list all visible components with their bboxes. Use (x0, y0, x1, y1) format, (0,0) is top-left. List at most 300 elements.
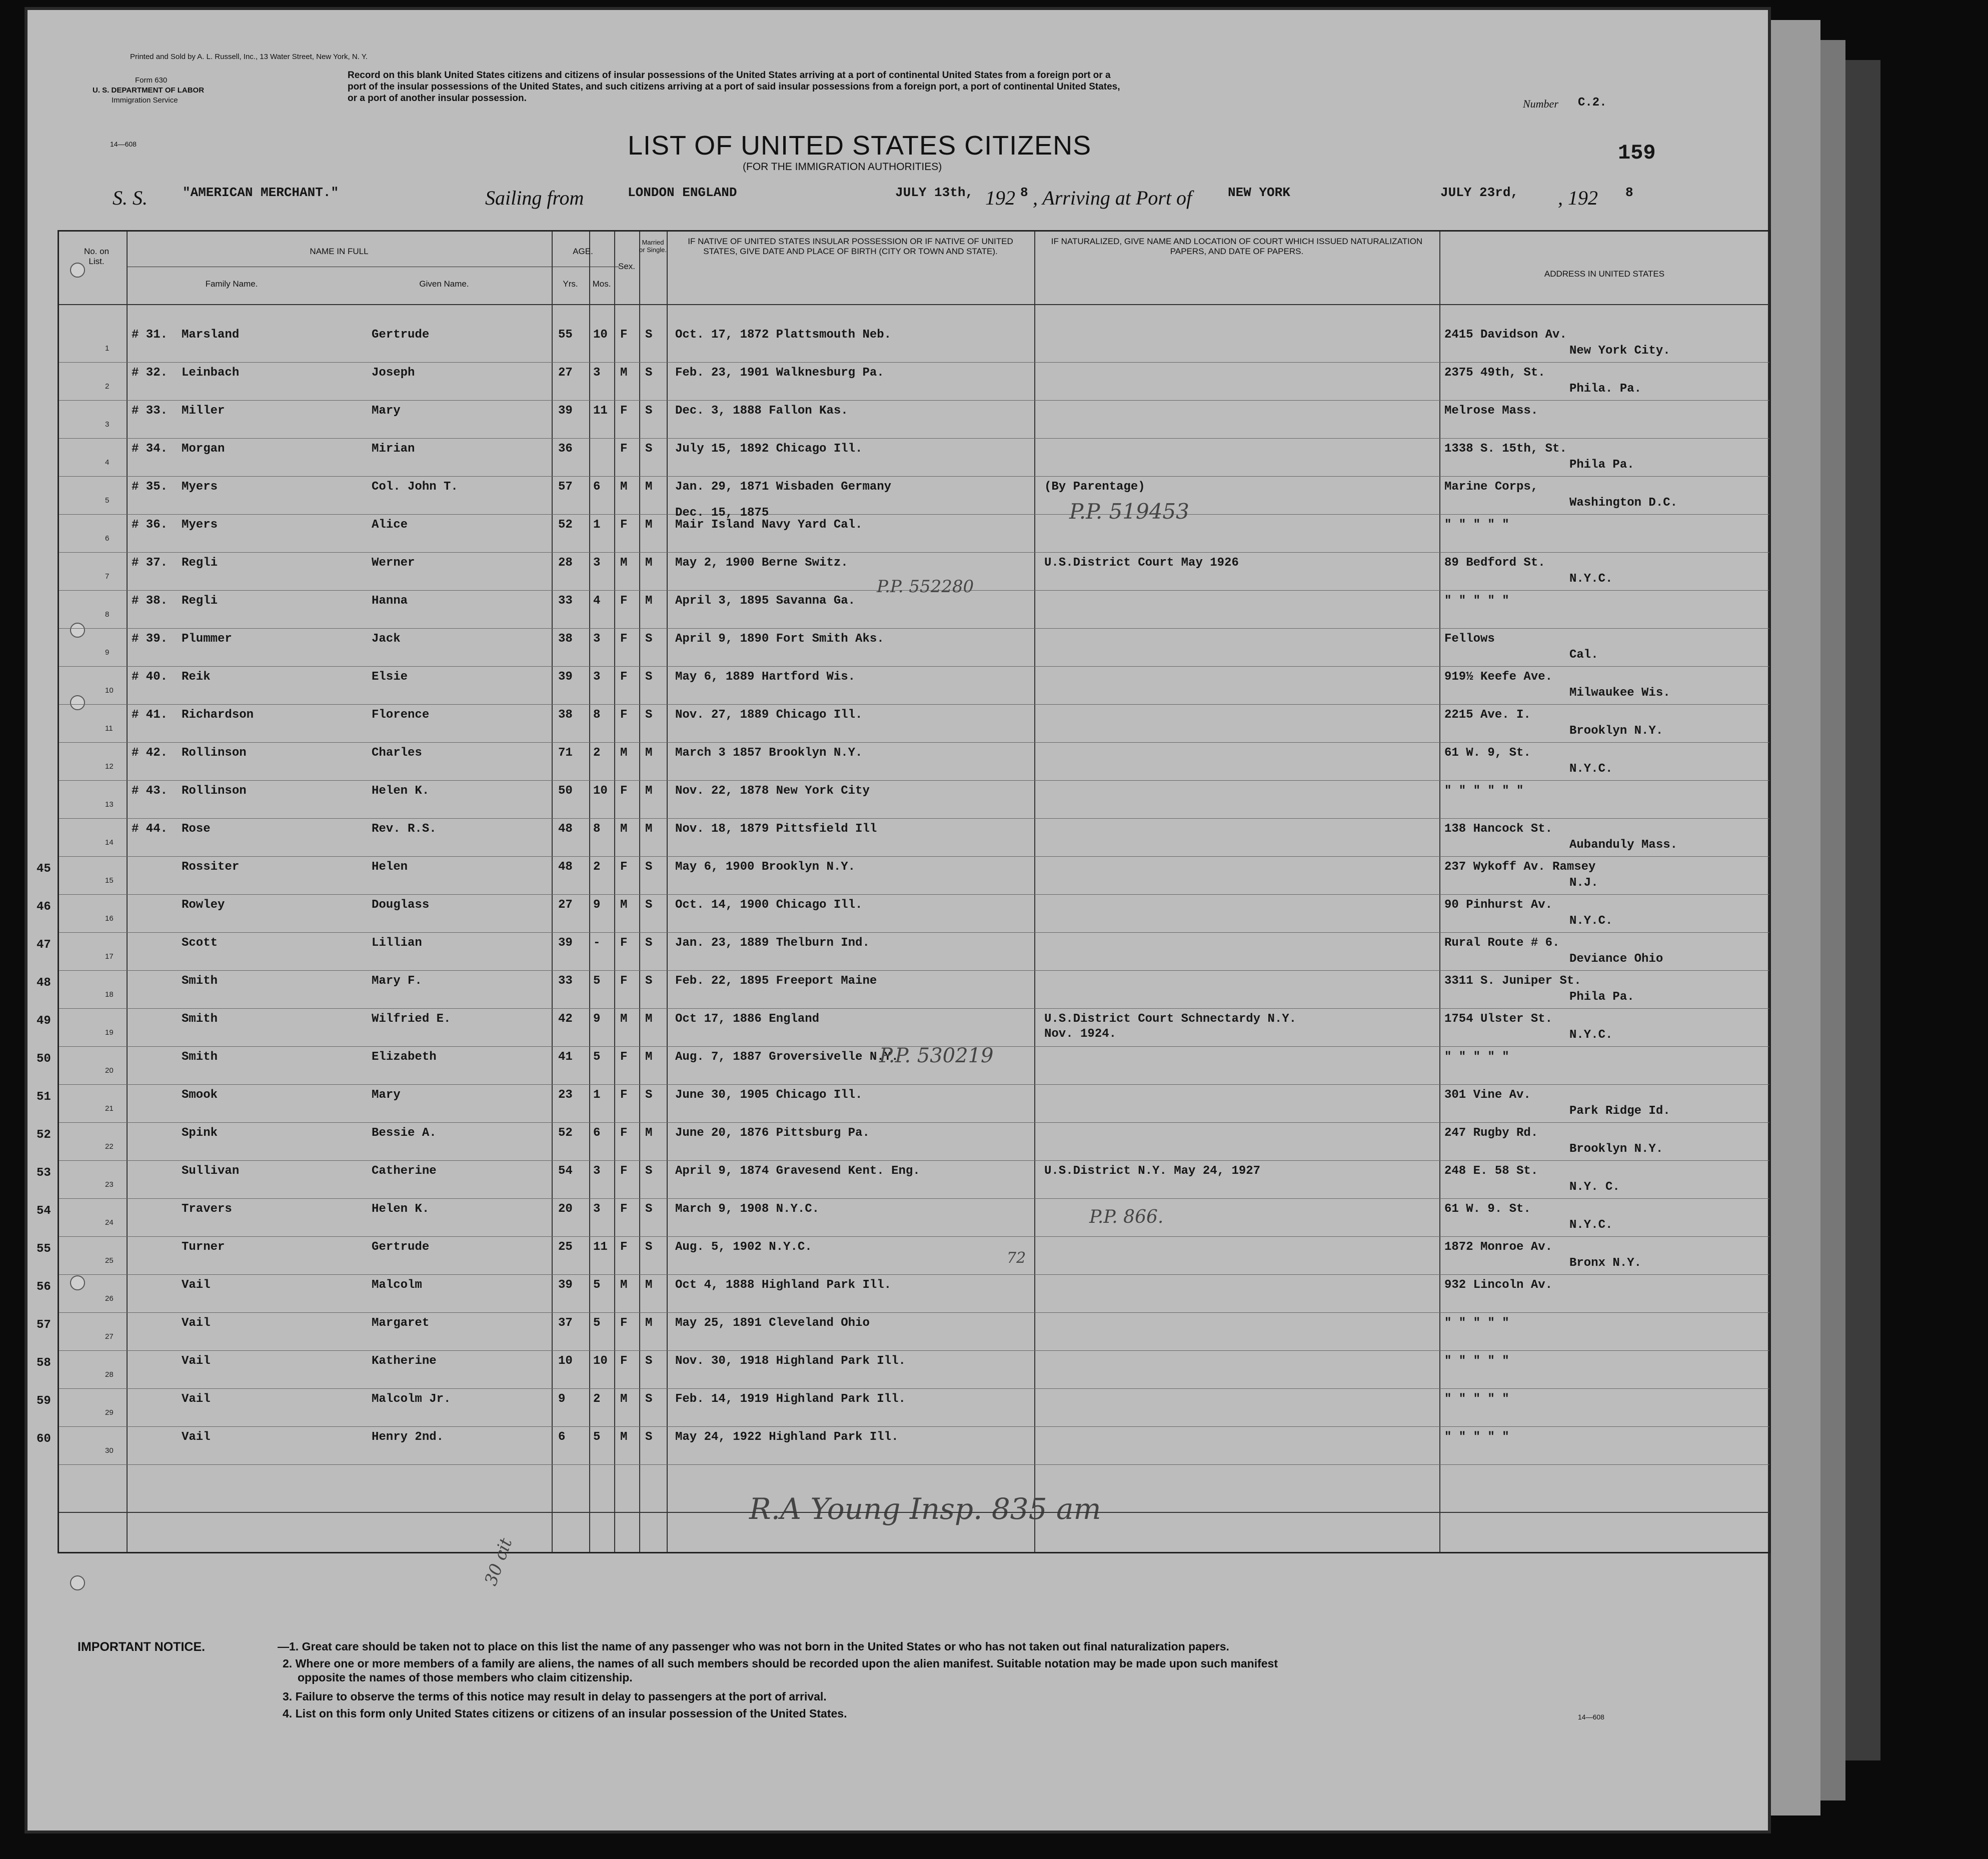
line-number: 14 (105, 838, 114, 847)
cell-given: Helen K. (372, 1202, 430, 1216)
cell-birth: Jan. 23, 1889 Thelburn Ind. (675, 936, 870, 950)
line-number: 3 (105, 420, 110, 429)
cell-mos: 11 (593, 1240, 608, 1254)
table-row (59, 476, 1769, 515)
cell-family: Regli (182, 594, 218, 608)
cell-given: Mirian (372, 442, 415, 456)
cell-yrs: 42 (558, 1012, 573, 1026)
cell-yrs: 38 (558, 708, 573, 722)
col-married: Married or Single. (639, 239, 667, 254)
cell-addr2: Park Ridge Id. (1569, 1104, 1670, 1118)
cell-given: Katherine (372, 1354, 437, 1368)
cell-outer: 47 (37, 938, 51, 952)
cell-mos: 5 (593, 974, 601, 988)
cell-mos: 9 (593, 1012, 601, 1026)
cell-no: # 41. (132, 708, 168, 722)
cell-birth: March 9, 1908 N.Y.C. (675, 1202, 820, 1216)
line-number: 15 (105, 876, 114, 885)
cell-yrs: 39 (558, 1278, 573, 1292)
cell-mos: 5 (593, 1050, 601, 1064)
cell-family: Marsland (182, 328, 240, 342)
cell-addr2: Bronx N.Y. (1569, 1256, 1642, 1270)
cell-given: Douglass (372, 898, 430, 912)
cell-family: Smith (182, 974, 218, 988)
cell-birth: Feb. 14, 1919 Highland Park Ill. (675, 1392, 906, 1406)
cell-family: Leinbach (182, 366, 240, 380)
cell-addr1: 919½ Keefe Ave. (1444, 670, 1553, 684)
cell-nat: U.S.District Court Schnectardy N.Y. (1044, 1012, 1297, 1026)
cell-addr1: 247 Rugby Rd. (1444, 1126, 1538, 1140)
cell-ms: S (645, 328, 653, 342)
cell-given: Charles (372, 746, 422, 760)
cell-given: Gertrude (372, 1240, 430, 1254)
page-number: 159 (1618, 141, 1656, 165)
table-row (59, 362, 1769, 401)
record-line-2: port of the insular possessions of the United States, and such citizens arriving at a port of said insular possessions from a foreign port, a port of continental United States, (348, 81, 1120, 92)
cell-family: Spink (182, 1126, 218, 1140)
cell-outer: 53 (37, 1166, 51, 1180)
col-given-name: Given Name. (419, 279, 469, 289)
cell-sex: F (620, 1240, 628, 1254)
table-row (37, 932, 1769, 971)
col-no-on-list: No. on List. (84, 247, 110, 266)
cell-yrs: 9 (558, 1392, 566, 1406)
number-value: C.2. (1578, 96, 1607, 110)
cell-ms: M (645, 1050, 653, 1064)
cell-mos: 10 (593, 1354, 608, 1368)
line-number: 26 (105, 1294, 114, 1303)
cell-addr1: 3311 S. Juniper St. (1444, 974, 1581, 988)
cell-mos: 10 (593, 328, 608, 342)
service: Immigration Service (112, 96, 178, 105)
cell-sex: F (620, 594, 628, 608)
notice-item-4: 4. List on this form only United States citizens or citizens of an insular possession of the United States. (283, 1707, 847, 1720)
notice-item-1: —1. Great care should be taken not to place on this list the name of any passenger who was not born in the United States or who has not taken out final naturalization papers. (278, 1640, 1229, 1653)
cell-sex: M (620, 898, 628, 912)
cell-addr1: 2215 Ave. I. (1444, 708, 1531, 722)
cell-addr2: N.Y.C. (1569, 914, 1613, 928)
line-number: 18 (105, 990, 114, 999)
cell-sex: F (620, 442, 628, 456)
cell-mos: 3 (593, 632, 601, 646)
cell-yrs: 39 (558, 670, 573, 684)
sailing-label: Sailing from (485, 187, 584, 209)
cell-addr2: Milwaukee Wis. (1569, 686, 1670, 700)
cell-family: Richardson (182, 708, 254, 722)
line-number: 7 (105, 572, 110, 581)
cell-birth: Oct. 17, 1872 Plattsmouth Neb. (675, 328, 892, 342)
form-code-left: 14—608 (110, 140, 137, 148)
line-number: 13 (105, 800, 114, 809)
cell-nat: U.S.District Court May 1926 (1044, 556, 1239, 570)
cell-addr2: N.Y.C. (1569, 1218, 1613, 1232)
cell-addr2: Phila Pa. (1569, 990, 1634, 1004)
line-number: 16 (105, 914, 114, 923)
cell-birth: June 20, 1876 Pittsburg Pa. (675, 1126, 870, 1140)
cell-mos: 2 (593, 746, 601, 760)
cell-birth: May 25, 1891 Cleveland Ohio (675, 1316, 870, 1330)
cell-outer: 50 (37, 1052, 51, 1066)
record-line-3: or a port of another insular possession. (348, 93, 527, 104)
cell-no: # 38. (132, 594, 168, 608)
cell-addr2: Brooklyn N.Y. (1569, 724, 1663, 738)
cell-mos: 3 (593, 366, 601, 380)
cell-addr1: 1754 Ulster St. (1444, 1012, 1553, 1026)
table-row (37, 1426, 1769, 1465)
cell-yrs: 10 (558, 1354, 573, 1368)
cell-family: Reik (182, 670, 211, 684)
cell-family: Plummer (182, 632, 232, 646)
cell-given: Werner (372, 556, 415, 570)
cell-birth: Aug. 7, 1887 Groversivelle N.Y. (675, 1050, 899, 1064)
cell-ms: S (645, 404, 653, 418)
number-label: Number (1523, 98, 1558, 110)
cell-family: Smith (182, 1012, 218, 1026)
cell-outer: 49 (37, 1014, 51, 1028)
cell-yrs: 23 (558, 1088, 573, 1102)
cell-family: Smook (182, 1088, 218, 1102)
cell-family: Vail (182, 1278, 211, 1292)
cell-sex: F (620, 708, 628, 722)
col-mos: Mos. (592, 279, 611, 289)
cell-ms: S (645, 974, 653, 988)
cell-given: Jack (372, 632, 401, 646)
cell-birth: April 9, 1874 Gravesend Kent. Eng. (675, 1164, 920, 1178)
cell-addr2: Deviance Ohio (1569, 952, 1663, 966)
handwritten-pp-35: P.P. 519453 (1069, 499, 1189, 524)
cell-ms: S (645, 1202, 653, 1216)
form-title: LIST OF UNITED STATES CITIZENS (628, 131, 1092, 161)
cell-yrs: 71 (558, 746, 573, 760)
line-number: 4 (105, 458, 110, 467)
cell-birth: May 6, 1889 Hartford Wis. (675, 670, 856, 684)
cell-birth: May 2, 1900 Berne Switz. (675, 556, 848, 570)
cell-addr2: N.Y.C. (1569, 572, 1613, 586)
cell-family: Sullivan (182, 1164, 240, 1178)
cell-outer: 59 (37, 1394, 51, 1408)
cell-sex: M (620, 1012, 628, 1026)
cell-ms: M (645, 556, 653, 570)
cell-no: # 40. (132, 670, 168, 684)
cell-sex: F (620, 518, 628, 532)
line-number: 1 (105, 344, 110, 353)
cell-addr1: Fellows (1444, 632, 1495, 646)
cell-ms: S (645, 898, 653, 912)
cell-no: # 44. (132, 822, 168, 836)
cell-ms: S (645, 1392, 653, 1406)
cell-birth: Dec. 3, 1888 Fallon Kas. (675, 404, 848, 418)
department: U. S. DEPARTMENT OF LABOR (93, 86, 205, 95)
cell-sex: F (620, 936, 628, 950)
cell-sex: F (620, 404, 628, 418)
cell-birth: Nov. 27, 1889 Chicago Ill. (675, 708, 863, 722)
cell-ms: S (645, 1164, 653, 1178)
cell-mos: 3 (593, 670, 601, 684)
cell-ms: S (645, 936, 653, 950)
cell-addr1: " " " " " (1444, 1392, 1509, 1406)
cell-birth: Feb. 22, 1895 Freeport Maine (675, 974, 877, 988)
cell-outer: 55 (37, 1242, 51, 1256)
cell-ms: M (645, 822, 653, 836)
col-name-in-full: NAME IN FULL (310, 247, 369, 256)
cell-ms: S (645, 1354, 653, 1368)
cell-mos: 5 (593, 1430, 601, 1444)
cell-addr1: 248 E. 58 St. (1444, 1164, 1538, 1178)
table-row (37, 970, 1769, 1009)
cell-family: Rollinson (182, 784, 247, 798)
cell-birth: Nov. 30, 1918 Highland Park Ill. (675, 1354, 906, 1368)
cell-addr1: " " " " " " (1444, 784, 1524, 798)
cell-addr1: 90 Pinhurst Av. (1444, 898, 1553, 912)
cell-yrs: 6 (558, 1430, 566, 1444)
cell-outer: 57 (37, 1318, 51, 1332)
table-row (37, 1350, 1769, 1389)
cell-birth: July 15, 1892 Chicago Ill. (675, 442, 863, 456)
form-code-right: 14—608 (1578, 1713, 1604, 1721)
line-number: 22 (105, 1142, 114, 1151)
cell-birth: June 30, 1905 Chicago Ill. (675, 1088, 863, 1102)
cell-no: # 34. (132, 442, 168, 456)
cell-given: Helen (372, 860, 408, 874)
table-row (59, 628, 1769, 667)
line-number: 8 (105, 610, 110, 619)
col-naturalized: IF NATURALIZED, GIVE NAME AND LOCATION OF COURT WHICH ISSUED NATURALIZATION PAPERS, AND DATE OF PAPERS. (1051, 237, 1423, 256)
cell-family: Rossiter (182, 860, 240, 874)
cell-given: Joseph (372, 366, 415, 380)
cell-mos: 1 (593, 1088, 601, 1102)
col-family-name: Family Name. (205, 279, 258, 289)
cell-given: Mary F. (372, 974, 422, 988)
cell-addr1: 301 Vine Av. (1444, 1088, 1531, 1102)
cell-given: Elizabeth (372, 1050, 437, 1064)
cell-yrs: 52 (558, 1126, 573, 1140)
cell-birth: Jan. 29, 1871 Wisbaden Germany (675, 480, 892, 494)
cell-family: Vail (182, 1316, 211, 1330)
line-number: 20 (105, 1066, 114, 1075)
notice-item-2a: 2. Where one or more members of a family are aliens, the names of all such members should be recorded upon the alien manifest. Suitable notation may be made upon such manifest (283, 1657, 1278, 1670)
line-number: 5 (105, 496, 110, 505)
col-age: AGE. (573, 247, 593, 256)
cell-addr1: Melrose Mass. (1444, 404, 1538, 418)
cell-family: Scott (182, 936, 218, 950)
cell-ms: S (645, 670, 653, 684)
cell-mos: 6 (593, 480, 601, 494)
cell-yrs: 54 (558, 1164, 573, 1178)
line-number: 29 (105, 1408, 114, 1417)
handwritten-count: 30 cit (481, 1535, 517, 1588)
cell-given: Wilfried E. (372, 1012, 451, 1026)
table-row (59, 742, 1769, 781)
cell-birth-line2: Dec. 15, 1875 (675, 506, 769, 520)
cell-mos: - (593, 936, 601, 950)
record-line-1: Record on this blank United States citizens and citizens of insular possessions of the United States arriving at a port of continental United States from a foreign port or a (348, 70, 1111, 81)
cell-yrs: 20 (558, 1202, 573, 1216)
cell-addr2: Phila Pa. (1569, 458, 1634, 472)
line-number: 6 (105, 534, 110, 543)
cell-sex: F (620, 1354, 628, 1368)
notice-item-3: 3. Failure to observe the terms of this notice may result in delay to passengers at the port of arrival. (283, 1690, 827, 1703)
cell-ms: S (645, 442, 653, 456)
cell-yrs: 38 (558, 632, 573, 646)
table-row (59, 666, 1769, 705)
table-row (37, 1312, 1769, 1351)
cell-addr1: " " " " " (1444, 1354, 1509, 1368)
cell-sex: F (620, 1050, 628, 1064)
cell-family: Rose (182, 822, 211, 836)
sailing-date: JULY 13th, (895, 185, 974, 200)
cell-family: Smith (182, 1050, 218, 1064)
cell-addr1: 932 Lincoln Av. (1444, 1278, 1553, 1292)
cell-outer: 60 (37, 1432, 51, 1446)
header-rule (59, 304, 1769, 305)
table-row (59, 780, 1769, 819)
cell-addr1: " " " " " (1444, 594, 1509, 608)
cell-mos: 6 (593, 1126, 601, 1140)
cell-addr2: N.Y. C. (1569, 1180, 1620, 1194)
cell-ms: M (645, 1012, 653, 1026)
cell-given: Malcolm (372, 1278, 422, 1292)
year-prefix-1: 192 (985, 187, 1015, 209)
cell-mos: 2 (593, 860, 601, 874)
cell-ms: M (645, 1316, 653, 1330)
line-number: 12 (105, 762, 114, 771)
notice-item-2b: opposite the names of those members who claim citizenship. (298, 1671, 633, 1684)
line-number: 27 (105, 1332, 114, 1341)
cell-addr1: 1338 S. 15th, St. (1444, 442, 1567, 456)
cell-birth: April 9, 1890 Fort Smith Aks. (675, 632, 884, 646)
cell-ms: M (645, 480, 653, 494)
table-row (37, 856, 1769, 895)
cell-addr1: 61 W. 9. St. (1444, 1202, 1531, 1216)
cell-given: Margaret (372, 1316, 430, 1330)
cell-sex: M (620, 1430, 628, 1444)
cell-yrs: 48 (558, 860, 573, 874)
cell-yrs: 55 (558, 328, 573, 342)
cell-addr1: Marine Corps, (1444, 480, 1538, 494)
cell-addr2: N.Y.C. (1569, 762, 1613, 776)
table-bottom-rule (59, 1512, 1769, 1513)
cell-given: Florence (372, 708, 430, 722)
cell-mos: 1 (593, 518, 601, 532)
table-row (37, 1198, 1769, 1237)
cell-ms: M (645, 594, 653, 608)
line-number: 30 (105, 1446, 114, 1455)
cell-addr2: Brooklyn N.Y. (1569, 1142, 1663, 1156)
passenger-table (37, 230, 1771, 1588)
cell-mos: 2 (593, 1392, 601, 1406)
line-number: 24 (105, 1218, 114, 1227)
cell-nat: U.S.District N.Y. May 24, 1927 (1044, 1164, 1261, 1178)
cell-addr2: Aubanduly Mass. (1569, 838, 1678, 852)
cell-given: Gertrude (372, 328, 430, 342)
cell-given: Henry 2nd. (372, 1430, 444, 1444)
cell-ms: S (645, 1430, 653, 1444)
cell-yrs: 41 (558, 1050, 573, 1064)
handwritten-pp-49: P.P. 530219 (879, 1044, 994, 1067)
table-row (37, 1008, 1769, 1047)
cell-no: # 37. (132, 556, 168, 570)
cell-sex: F (620, 1316, 628, 1330)
cell-birth: Mair Island Navy Yard Cal. (675, 518, 863, 532)
cell-birth: April 3, 1895 Savanna Ga. (675, 594, 856, 608)
cell-outer: 45 (37, 862, 51, 876)
cell-yrs: 36 (558, 442, 573, 456)
cell-given: Catherine (372, 1164, 437, 1178)
cell-family: Vail (182, 1392, 211, 1406)
cell-mos: 10 (593, 784, 608, 798)
cell-addr1: " " " " " (1444, 1430, 1509, 1444)
cell-family: Vail (182, 1354, 211, 1368)
cell-ms: S (645, 860, 653, 874)
arriving-label: , Arriving at Port of (1033, 187, 1192, 209)
punch-hole (70, 1575, 85, 1590)
line-number: 10 (105, 686, 114, 695)
cell-sex: F (620, 860, 628, 874)
cell-addr1: " " " " " (1444, 1316, 1509, 1330)
cell-sex: F (620, 632, 628, 646)
cell-birth: Feb. 23, 1901 Walknesburg Pa. (675, 366, 884, 380)
cell-addr2: N.Y.C. (1569, 1028, 1613, 1042)
cell-outer: 51 (37, 1090, 51, 1104)
cell-yrs: 27 (558, 366, 573, 380)
year-2: 8 (1625, 185, 1633, 200)
record-instructions (348, 70, 1498, 104)
cell-family: Regli (182, 556, 218, 570)
cell-sex: M (620, 822, 628, 836)
cell-given: Rev. R.S. (372, 822, 437, 836)
cell-given: Lillian (372, 936, 422, 950)
cell-no: # 39. (132, 632, 168, 646)
line-number: 17 (105, 952, 114, 961)
cell-sex: F (620, 1088, 628, 1102)
arrival-port: NEW YORK (1228, 185, 1290, 200)
cell-sex: F (620, 974, 628, 988)
line-number: 21 (105, 1104, 114, 1113)
cell-mos: 8 (593, 708, 601, 722)
cell-yrs: 48 (558, 822, 573, 836)
line-number: 11 (105, 724, 113, 733)
cell-addr1: 2415 Davidson Av. (1444, 328, 1567, 342)
cell-yrs: 52 (558, 518, 573, 532)
cell-sex: F (620, 670, 628, 684)
cell-outer: 58 (37, 1356, 51, 1370)
cell-ms: M (645, 746, 653, 760)
table-row (59, 704, 1769, 743)
cell-addr1: 61 W. 9, St. (1444, 746, 1531, 760)
form-sheet (28, 10, 1768, 1830)
cell-no: # 42. (132, 746, 168, 760)
line-number: 2 (105, 382, 110, 391)
table-row (59, 438, 1769, 477)
table-row (37, 1236, 1769, 1275)
cell-family: Rollinson (182, 746, 247, 760)
cell-yrs: 25 (558, 1240, 573, 1254)
cell-no: # 31. (132, 328, 168, 342)
cell-yrs: 39 (558, 936, 573, 950)
col-yrs: Yrs. (563, 279, 578, 289)
cell-ms: M (645, 784, 653, 798)
cell-addr2: Cal. (1569, 648, 1598, 662)
cell-addr1: " " " " " (1444, 518, 1509, 532)
line-number: 28 (105, 1370, 114, 1379)
table-row (37, 894, 1769, 933)
cell-no: # 32. (132, 366, 168, 380)
table-row (37, 1160, 1769, 1199)
cell-given: Elsie (372, 670, 408, 684)
cell-mos: 4 (593, 594, 601, 608)
cell-addr1: Rural Route # 6. (1444, 936, 1560, 950)
cell-family: Vail (182, 1430, 211, 1444)
